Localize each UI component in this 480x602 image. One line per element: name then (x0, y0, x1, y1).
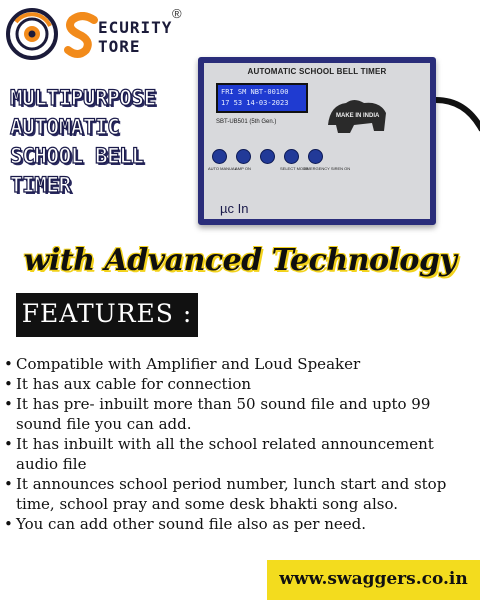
lcd-line1: FRI SM NBT-00100 (221, 88, 289, 96)
headline-line: AUTOMATIC (10, 115, 120, 139)
tagline: with Advanced Technology (23, 243, 457, 278)
headline-line: MULTIPURPOSE (10, 86, 156, 110)
headline-line: SCHOOL BELL (10, 144, 144, 168)
list-item: • It announces school period number, lunch start and stop time, school pray and some desk bhakti song also. (4, 474, 480, 514)
device-model: SBT-UB501 (5th Gen.) (216, 119, 277, 125)
registered-mark: ® (172, 6, 182, 21)
device-button-label: AMP ON (235, 166, 251, 171)
device-button-label: AUTO MANUAL (208, 166, 237, 171)
lcd-line2: 17 53 14-03-2023 (221, 99, 289, 107)
lcd-display (216, 83, 308, 113)
device-button (236, 149, 251, 164)
power-cable-icon (436, 80, 480, 160)
list-item: • You can add other sound file also as per need. (4, 514, 480, 534)
list-item: • It has aux cable for connection (4, 374, 480, 394)
website-url: www.swaggers.co.in (279, 569, 468, 589)
device-brand: µc In (220, 201, 249, 216)
features-title: FEATURES : (21, 299, 193, 328)
security-store-logo (6, 6, 196, 62)
logo-line2: TORE (98, 37, 141, 56)
headline (10, 84, 200, 200)
s-letter-icon (64, 12, 100, 58)
features-heading (16, 293, 198, 337)
features-list (4, 354, 480, 534)
device-button-label: SELECT MODE (280, 166, 309, 171)
logo-line1: ECURITY (98, 18, 173, 37)
device-title: AUTOMATIC SCHOOL BELL TIMER (247, 67, 387, 76)
list-item: • It has inbuilt with all the school related announcement audio file (4, 434, 480, 474)
website-banner (267, 560, 480, 600)
device-button-label: EMERGENCY SIREN ON (304, 166, 351, 171)
device-button (260, 149, 275, 164)
make-in-india-badge: MAKE IN INDIA (336, 113, 380, 119)
eye-logo-icon (6, 8, 58, 60)
device-button (212, 149, 227, 164)
device-button-row (208, 149, 351, 179)
device-button (308, 149, 323, 164)
device-button (284, 149, 299, 164)
list-item: • Compatible with Amplifier and Loud Speaker (4, 354, 480, 374)
headline-line: TIMER (10, 173, 71, 197)
bell-timer-device (198, 57, 436, 225)
list-item: • It has pre- inbuilt more than 50 sound file and upto 99 sound file you can add. (4, 394, 480, 434)
